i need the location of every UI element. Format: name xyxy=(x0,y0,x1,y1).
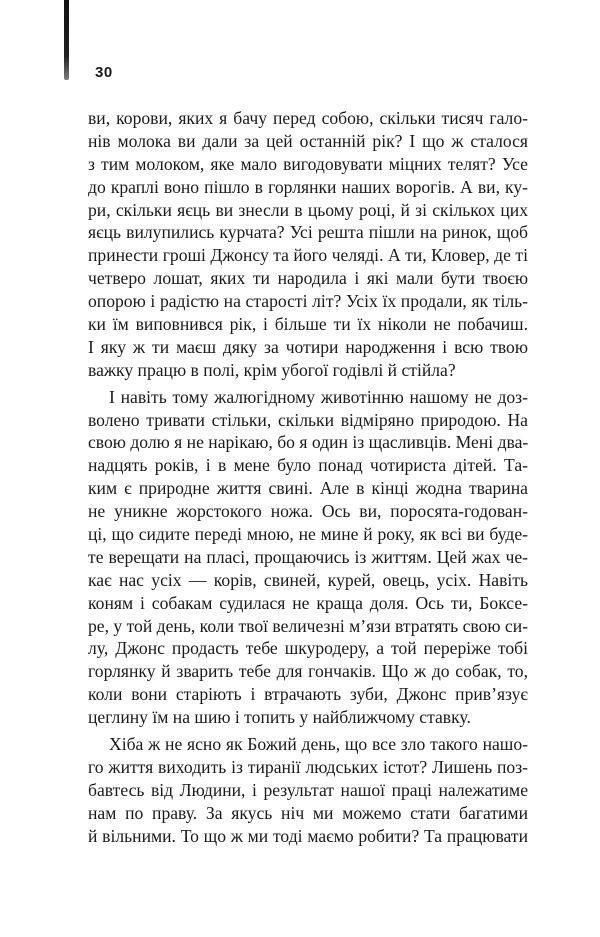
page-number: 30 xyxy=(95,64,113,81)
text-line: го життя виходить із тиранії людських істот? Лишень поз- xyxy=(88,756,528,777)
text-line: яєць вилупились курчата? Усі решта пішли на ринок, щоб xyxy=(88,222,528,243)
text-line: коням і собакам судилася не краща доля. Ось ти, Боксе- xyxy=(88,592,528,613)
text-line: надцять років, і в мене було понад чотириста дітей. Та- xyxy=(88,455,528,476)
text-line: не уникне жорстокого ножа. Ось ви, поросята-годован- xyxy=(88,501,528,522)
text-line: лу, Джонс продасть тебе шкуродеру, а той переріже тобі xyxy=(88,638,528,659)
text-line: принести гроші Джонсу та його челяді. А ти, Кловер, де ті xyxy=(88,245,528,266)
body-text xyxy=(88,107,528,848)
paragraph-2 xyxy=(88,386,528,729)
text-line: коли вони старіють і втрачають зуби, Джонс прив’язує xyxy=(88,684,528,705)
text-line: ки їм виповнився рік, і більше ти їх ніколи не побачиш. xyxy=(88,314,528,335)
text-line: нам по праву. За якусь ніч ми можемо стати багатими xyxy=(88,802,528,823)
paragraph-1 xyxy=(88,107,528,382)
text-line: кає нас усіх — корів, свиней, курей, овець, усіх. Навіть xyxy=(88,569,528,590)
page-edge-mark xyxy=(64,0,69,80)
text-line: І яку ж ти маєш дяку за чотири народження і всю твою xyxy=(88,336,528,357)
text-line: нів молока ви дали за цей останній рік? І що ж сталося xyxy=(88,130,528,151)
text-line: цеглину їм на шию і топить у найближчому ставку. xyxy=(88,707,471,728)
text-line: свою долю я не нарікаю, бо я один із щасливців. Мені два- xyxy=(88,432,529,453)
text-line: волено тривати стільки, скільки відміряно природою. На xyxy=(88,409,528,430)
text-line: бавтесь від Людини, і результат нашої праці належатиме xyxy=(88,779,528,800)
text-line: важку працю в полі, крім убогої годівлі й стійла? xyxy=(88,359,456,380)
text-line: те верещати на пласі, прощаючись із життям. Цей жах че- xyxy=(88,546,528,567)
text-line: до краплі воно пішло в горлянки наших ворогів. А ви, ку- xyxy=(88,176,528,197)
text-line: І навіть тому жалюгідному животінню нашому не доз- xyxy=(109,386,528,407)
text-line: ри, скільки яєць ви знесли в цьому році, й зі скількох цих xyxy=(88,199,528,220)
text-line: ре, у той день, коли твої величезні м’язи втратять свою си- xyxy=(88,615,529,636)
text-line: Хіба ж не ясно як Божий день, що все зло такого нашо- xyxy=(109,734,528,755)
text-line: ви, корови, яких я бачу перед собою, скільки тисяч гало- xyxy=(88,108,528,128)
text-line: ким є природне життя свині. Але в кінці жодна тварина xyxy=(88,478,528,499)
paragraph-3 xyxy=(88,733,528,847)
text-line: четверо лошат, яких ти народила і які мали бути твоєю xyxy=(88,268,528,289)
text-line: горлянку й зварить тебе для гончаків. Що ж до собак, то, xyxy=(88,661,528,682)
text-line: й вільними. То що ж ми тоді маємо робити? Та працювати xyxy=(88,825,528,846)
text-line: з тим молоком, яке мало вигодовувати міцних телят? Усе xyxy=(88,153,528,174)
text-line: опорою і радістю на старості літ? Усіх їх продали, як тіль- xyxy=(88,291,528,312)
text-line: ці, що сидите переді мною, не мине й року, як всі ви буде- xyxy=(88,524,528,545)
